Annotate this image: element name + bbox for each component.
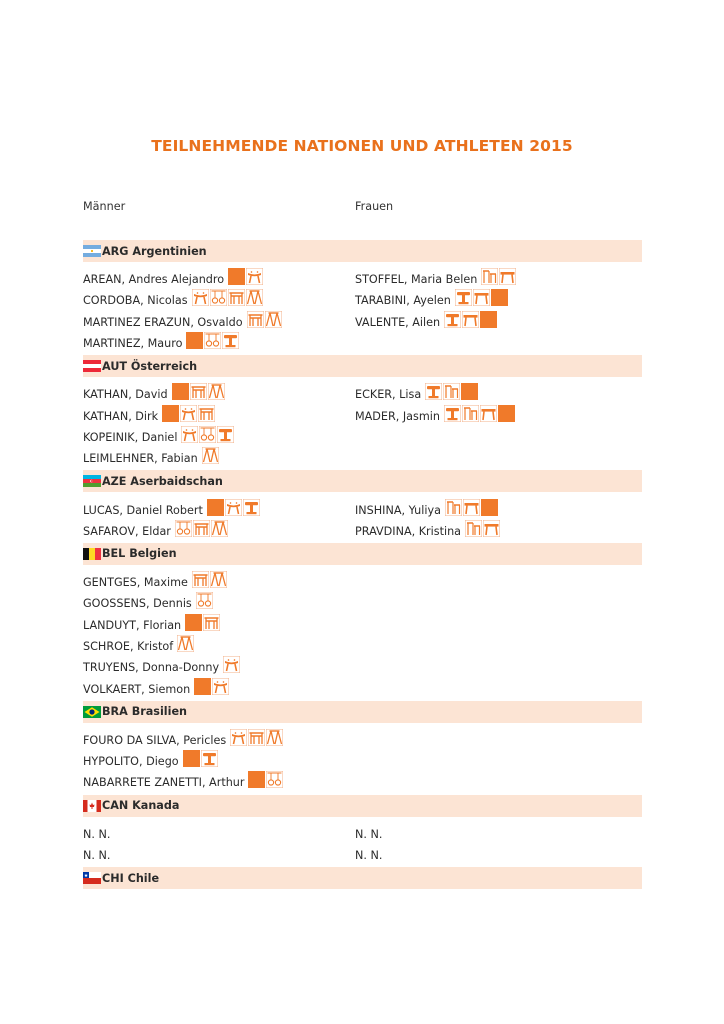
argentina-flag-icon — [83, 245, 101, 257]
apparatus-icons — [172, 383, 225, 400]
floor-icon — [162, 405, 179, 422]
women-column-header: Frauen — [355, 200, 394, 213]
athlete-row — [83, 751, 642, 772]
apparatus-icons — [223, 656, 240, 673]
nation-section — [83, 867, 642, 889]
female-athlete — [355, 849, 642, 862]
female-athlete — [355, 502, 642, 519]
apparatus-icons — [192, 289, 263, 306]
apparatus-icons — [481, 268, 516, 285]
apparatus-icons — [444, 405, 515, 422]
nations-list — [83, 240, 642, 889]
athlete-name: STOFFEL, Maria Belen — [355, 273, 478, 287]
vault-icon — [444, 405, 461, 422]
men-column-header: Männer — [83, 200, 126, 213]
pbars-icon — [192, 571, 209, 588]
beam-icon — [480, 405, 497, 422]
hbar-icon — [177, 635, 194, 652]
apparatus-icons — [162, 405, 215, 422]
rings-icon — [204, 332, 221, 349]
apparatus-icons — [465, 520, 500, 537]
apparatus-icons — [247, 311, 282, 328]
nation-section — [83, 701, 642, 795]
athlete-name: MADER, Jasmin — [355, 409, 440, 423]
hbar-icon — [208, 383, 225, 400]
male-athlete — [83, 408, 355, 425]
athlete-name: TARABINI, Ayelen — [355, 294, 451, 308]
male-athlete — [83, 828, 355, 841]
nation-header — [83, 470, 642, 492]
apparatus-icons — [248, 771, 283, 788]
floor-icon — [228, 268, 245, 285]
athlete-row — [83, 269, 642, 290]
floor-icon — [491, 289, 508, 306]
male-athlete — [83, 732, 355, 749]
rings-icon — [210, 289, 227, 306]
female-athlete — [355, 523, 642, 540]
pommel-icon — [180, 405, 197, 422]
hbar-icon — [202, 447, 219, 464]
chile-flag-icon — [83, 872, 101, 884]
vault-icon — [217, 426, 234, 443]
athlete-name: MARTINEZ, Mauro — [83, 337, 183, 351]
athlete-row — [83, 499, 642, 520]
male-athlete — [83, 595, 355, 612]
athlete-name: GENTGES, Maxime — [83, 576, 188, 590]
azerbaijan-flag-icon — [83, 475, 101, 487]
athlete-row — [83, 384, 642, 405]
athlete-name: N. N. — [355, 849, 383, 863]
athlete-name: AREAN, Andres Alejandro — [83, 273, 225, 287]
athlete-row — [83, 730, 642, 751]
nation-section — [83, 470, 642, 543]
rings-icon — [196, 592, 213, 609]
athlete-name: KOPEINIK, Daniel — [83, 430, 178, 444]
male-athlete — [83, 849, 355, 862]
vault-icon — [425, 383, 442, 400]
hbar-icon — [266, 729, 283, 746]
athlete-name: TRUYENS, Donna-Donny — [83, 661, 220, 675]
athlete-name: HYPOLITO, Diego — [83, 755, 179, 769]
athlete-row — [83, 636, 642, 657]
athlete-name: INSHINA, Yuliya — [355, 503, 441, 517]
athlete-name: LANDUYT, Florian — [83, 618, 182, 632]
nation-section — [83, 240, 642, 355]
athlete-row — [83, 772, 642, 793]
apparatus-icons — [183, 750, 218, 767]
floor-icon — [207, 499, 224, 516]
apparatus-icons — [202, 447, 219, 464]
athlete-name: PRAVDINA, Kristina — [355, 524, 462, 538]
athlete-name: LUCAS, Daniel Robert — [83, 503, 203, 517]
athlete-row — [83, 572, 642, 593]
male-athlete — [83, 753, 355, 770]
female-athlete — [355, 828, 642, 841]
apparatus-icons — [186, 332, 239, 349]
male-athlete — [83, 335, 355, 352]
male-athlete — [83, 681, 355, 698]
apparatus-icons — [444, 311, 497, 328]
male-athlete — [83, 502, 355, 519]
hbar-icon — [211, 520, 228, 537]
floor-icon — [248, 771, 265, 788]
austria-flag-icon — [83, 360, 101, 372]
athlete-row — [83, 845, 642, 866]
male-athlete — [83, 292, 355, 309]
athlete-name: N. N. — [83, 827, 111, 841]
male-athlete — [83, 271, 355, 288]
female-athlete — [355, 408, 642, 425]
rings-icon — [175, 520, 192, 537]
athlete-name: VALENTE, Ailen — [355, 315, 441, 329]
athlete-row — [83, 593, 642, 614]
athlete-name: VOLKAERT, Siemon — [83, 682, 191, 696]
rings-icon — [266, 771, 283, 788]
floor-icon — [186, 332, 203, 349]
apparatus-icons — [185, 614, 220, 631]
apparatus-icons — [196, 592, 213, 609]
apparatus-icons — [194, 678, 229, 695]
male-athlete — [83, 659, 355, 676]
apparatus-icons — [230, 729, 283, 746]
athlete-name: CORDOBA, Nicolas — [83, 294, 188, 308]
nation-section — [83, 355, 642, 470]
apparatus-icons — [445, 499, 498, 516]
beam-icon — [462, 311, 479, 328]
nation-label: BRA Brasilien — [102, 705, 188, 719]
pbars-icon — [228, 289, 245, 306]
athlete-name: KATHAN, Dirk — [83, 409, 159, 423]
athlete-name: KATHAN, David — [83, 388, 168, 402]
pbars-icon — [248, 729, 265, 746]
vault-icon — [455, 289, 472, 306]
floor-icon — [183, 750, 200, 767]
nation-header — [83, 867, 642, 889]
athlete-name: FOURO DA SILVA, Pericles — [83, 733, 227, 747]
male-athlete — [83, 314, 355, 331]
floor-icon — [461, 383, 478, 400]
beam-icon — [499, 268, 516, 285]
pommel-icon — [212, 678, 229, 695]
floor-icon — [194, 678, 211, 695]
male-athlete — [83, 574, 355, 591]
nation-label: ARG Argentinien — [102, 244, 207, 258]
athlete-row — [83, 824, 642, 845]
athlete-row — [83, 678, 642, 699]
nation-section — [83, 795, 642, 868]
apparatus-icons — [207, 499, 260, 516]
pommel-icon — [223, 656, 240, 673]
vault-icon — [222, 332, 239, 349]
floor-icon — [481, 499, 498, 516]
vault-icon — [243, 499, 260, 516]
canada-flag-icon — [83, 800, 101, 812]
ubars-icon — [462, 405, 479, 422]
athlete-name: NABARRETE ZANETTI, Arthur — [83, 776, 245, 790]
ubars-icon — [443, 383, 460, 400]
apparatus-icons — [175, 520, 228, 537]
athlete-row — [83, 657, 642, 678]
floor-icon — [185, 614, 202, 631]
athlete-row — [83, 312, 642, 333]
pbars-icon — [193, 520, 210, 537]
athlete-name: LEIMLEHNER, Fabian — [83, 452, 198, 466]
nation-section — [83, 543, 642, 701]
vault-icon — [201, 750, 218, 767]
hbar-icon — [246, 289, 263, 306]
male-athlete — [83, 774, 355, 791]
pommel-icon — [230, 729, 247, 746]
athlete-name: SAFAROV, Eldar — [83, 524, 171, 538]
nation-header — [83, 240, 642, 262]
pbars-icon — [198, 405, 215, 422]
pbars-icon — [203, 614, 220, 631]
page-title: TEILNEHMENDE NATIONEN UND ATHLETEN 2015 — [151, 137, 573, 155]
floor-icon — [480, 311, 497, 328]
hbar-icon — [265, 311, 282, 328]
athlete-name: N. N. — [355, 827, 383, 841]
nation-label: BEL Belgien — [102, 547, 177, 561]
brazil-flag-icon — [83, 706, 101, 718]
male-athlete — [83, 523, 355, 540]
ubars-icon — [465, 520, 482, 537]
apparatus-icons — [181, 426, 234, 443]
nation-header — [83, 701, 642, 723]
beam-icon — [473, 289, 490, 306]
apparatus-icons — [455, 289, 508, 306]
ubars-icon — [445, 499, 462, 516]
pbars-icon — [190, 383, 207, 400]
ubars-icon — [481, 268, 498, 285]
apparatus-icons — [177, 635, 194, 652]
pommel-icon — [192, 289, 209, 306]
athlete-row — [83, 521, 642, 542]
nation-label: CHI Chile — [102, 871, 160, 885]
athlete-row — [83, 333, 642, 354]
pommel-icon — [246, 268, 263, 285]
nation-header — [83, 795, 642, 817]
male-athlete — [83, 386, 355, 403]
hbar-icon — [210, 571, 227, 588]
athlete-name: N. N. — [83, 849, 111, 863]
floor-icon — [172, 383, 189, 400]
athlete-name: MARTINEZ ERAZUN, Osvaldo — [83, 315, 243, 329]
floor-icon — [498, 405, 515, 422]
athlete-row — [83, 615, 642, 636]
nation-label: AZE Aserbaidschan — [102, 474, 223, 488]
beam-icon — [463, 499, 480, 516]
athlete-row — [83, 448, 642, 469]
female-athlete — [355, 386, 642, 403]
athlete-row — [83, 405, 642, 426]
rings-icon — [199, 426, 216, 443]
nation-header — [83, 543, 642, 565]
male-athlete — [83, 450, 355, 467]
beam-icon — [483, 520, 500, 537]
male-athlete — [83, 638, 355, 655]
athlete-row — [83, 290, 642, 311]
female-athlete — [355, 314, 642, 331]
nation-label: CAN Kanada — [102, 799, 180, 813]
nation-label: AUT Österreich — [102, 359, 198, 373]
athlete-row — [83, 427, 642, 448]
pommel-icon — [181, 426, 198, 443]
athlete-name: ECKER, Lisa — [355, 388, 422, 402]
nation-header — [83, 355, 642, 377]
male-athlete — [83, 617, 355, 634]
athlete-name: SCHROE, Kristof — [83, 640, 174, 653]
female-athlete — [355, 292, 642, 309]
belgium-flag-icon — [83, 548, 101, 560]
vault-icon — [444, 311, 461, 328]
apparatus-icons — [425, 383, 478, 400]
female-athlete — [355, 271, 642, 288]
male-athlete — [83, 429, 355, 446]
pbars-icon — [247, 311, 264, 328]
apparatus-icons — [192, 571, 227, 588]
athlete-name: GOOSSENS, Dennis — [83, 597, 192, 611]
apparatus-icons — [228, 268, 263, 285]
pommel-icon — [225, 499, 242, 516]
